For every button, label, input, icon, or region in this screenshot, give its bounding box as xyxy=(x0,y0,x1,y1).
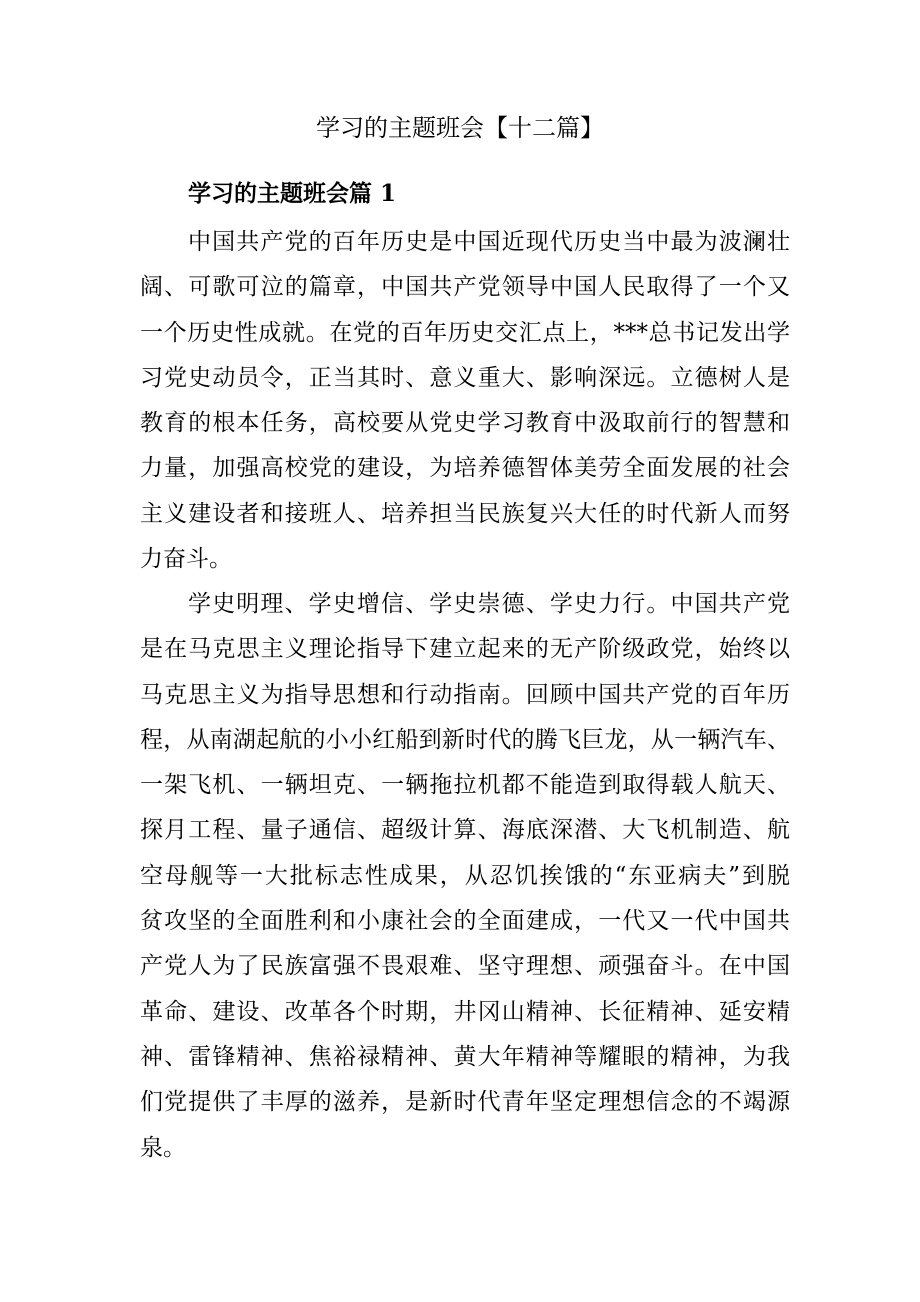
paragraph-line: 学史明理、学史增信、学史崇德、学史力行。中国共产党 xyxy=(188,591,790,617)
paragraph-line: 探月工程、量子通信、超级计算、海底深潜、大飞机制造、航 xyxy=(140,817,790,844)
paragraph-line: 力量，加强高校党的建设，为培养德智体美劳全面发展的社会 xyxy=(140,455,790,482)
paragraph-line: 一个历史性成就。在党的百年历史交汇点上，***总书记发出学 xyxy=(140,319,790,346)
paragraph-line: 革命、建设、改革各个时期，井冈山精神、长征精神、延安精 xyxy=(140,998,790,1025)
paragraph-line: 神、雷锋精神、焦裕禄精神、黄大年精神等耀眼的精神，为我 xyxy=(140,1043,790,1070)
paragraph-line: 主义建设者和接班人、培养担当民族复兴大任的时代新人而努 xyxy=(140,500,790,527)
paragraph-line: 一架飞机、一辆坦克、一辆拖拉机都不能造到取得载人航天、 xyxy=(140,772,790,799)
paragraph-line: 贫攻坚的全面胜利和小康社会的全面建成，一代又一代中国共 xyxy=(140,908,790,935)
paragraph-line: 习党史动员令，正当其时、意义重大、影响深远。立德树人是 xyxy=(140,364,790,391)
paragraph-line: 马克思主义为指导思想和行动指南。回顾中国共产党的百年历 xyxy=(140,681,790,708)
paragraph-line: 们党提供了丰厚的滋养，是新时代青年坚定理想信念的不竭源 xyxy=(140,1089,790,1116)
section-heading: 学习的主题班会篇 1 xyxy=(188,180,397,207)
paragraph-2 xyxy=(140,582,790,1171)
paragraph-line: 阔、可歌可泣的篇章，中国共产党领导中国人民取得了一个又 xyxy=(140,274,790,301)
paragraph-line: 产党人为了民族富强不畏艰难、坚守理想、顽强奋斗。在中国 xyxy=(140,953,790,980)
paragraph-line: 中国共产党的百年历史是中国近现代历史当中最为波澜壮 xyxy=(188,229,790,255)
paragraph-line: 泉。 xyxy=(140,1134,186,1161)
paragraph-1 xyxy=(140,220,790,582)
paragraph-line: 空母舰等一大批标志性成果，从忍饥挨饿的“东亚病夫”到脱 xyxy=(140,862,790,889)
paragraph-line: 程，从南湖起航的小小红船到新时代的腾飞巨龙，从一辆汽车、 xyxy=(140,726,790,753)
paragraph-line: 力奋斗。 xyxy=(140,546,232,573)
document-title: 学习的主题班会【十二篇】 xyxy=(316,114,604,142)
paragraph-line: 教育的根本任务，高校要从党史学习教育中汲取前行的智慧和 xyxy=(140,410,790,437)
paragraph-line: 是在马克思主义理论指导下建立起来的无产阶级政党，始终以 xyxy=(140,636,790,663)
